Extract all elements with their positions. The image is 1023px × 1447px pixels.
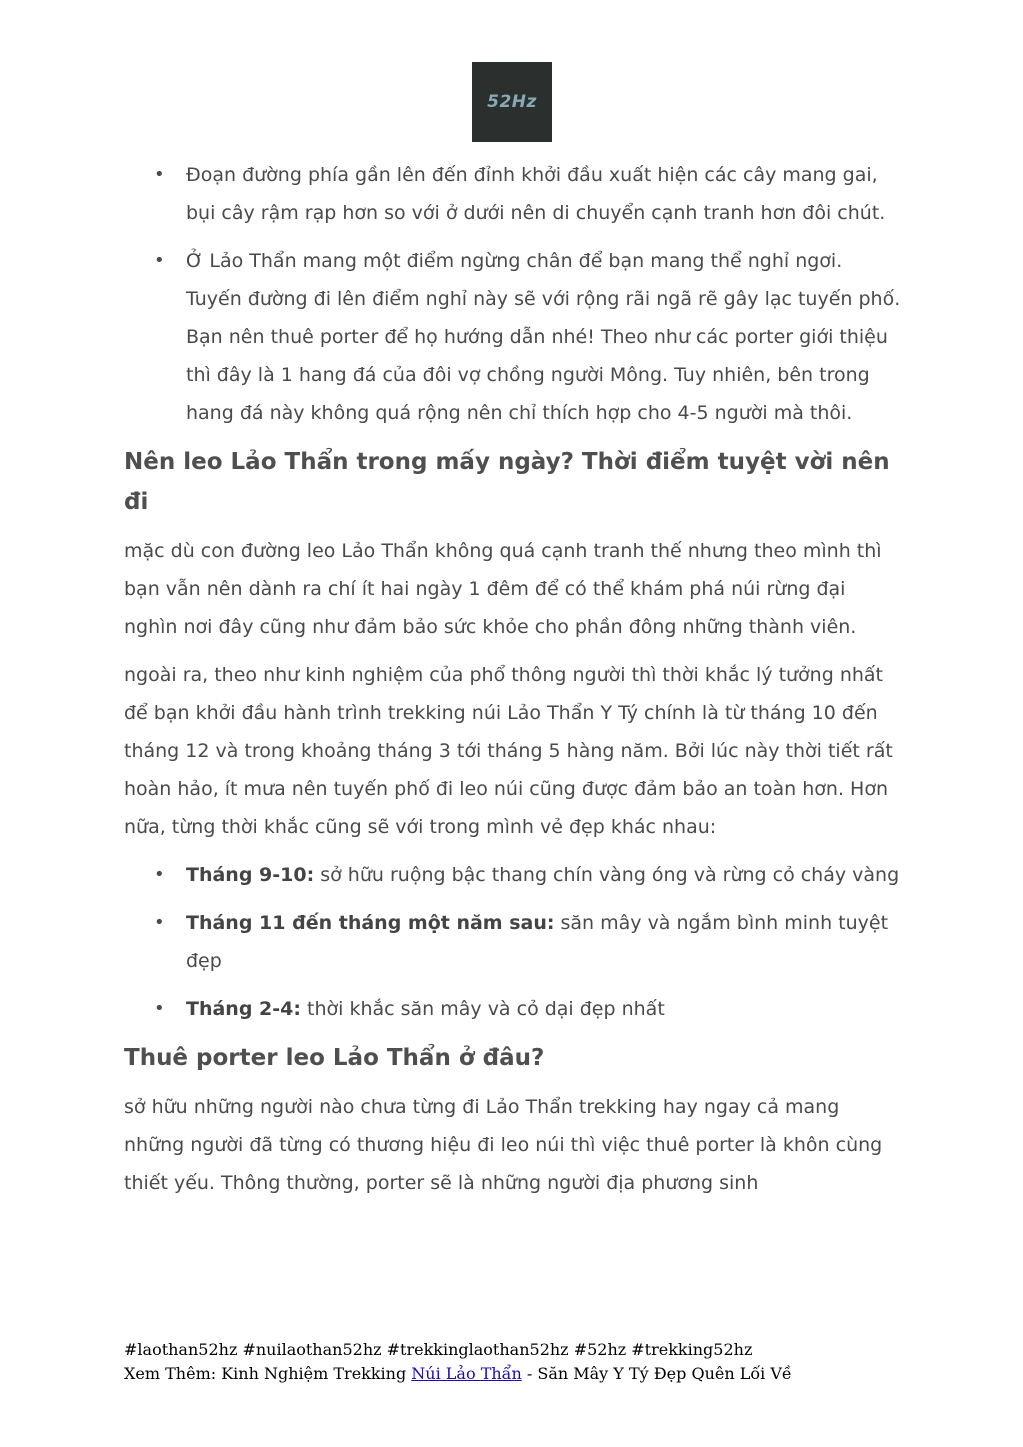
- month-label: Tháng 9-10:: [186, 864, 315, 886]
- see-more-prefix: Xem Thêm: Kinh Nghiệm Trekking: [124, 1364, 412, 1383]
- paragraph-porter: sở hữu những người nào chưa từng đi Lảo Thẩn trekking hay ngay cả mang những người đã từng có thương hiệu đi leo núi thì việc thuê porter là khôn cùng thiết yếu. Thông thường, porter sẽ là những người địa phương sinh: [124, 1096, 883, 1194]
- month-label: Tháng 2-4:: [186, 998, 301, 1020]
- month-description: thời khắc săn mây và cỏ dại đẹp nhất: [300, 998, 665, 1020]
- list-item: • Ở Lảo Thẩn mang một điểm ngừng chân để bạn mang thể nghỉ ngơi. Tuyến đường đi lên điểm nghỉ này sẽ với rộng rãi ngã rẽ gây lạc tuyến phố. Bạn nên thuê porter để họ hướng dẫn nhé! Theo như các porter giới thiệu thì đây là 1 hang đá của đôi vợ chồng người Mông. Tuy nhiên, bên trong hang đá này không quá rộng nên chỉ thích hợp cho 4-5 người mà thôi.: [124, 242, 904, 432]
- paragraph-best-time: ngoài ra, theo như kinh nghiệm của phổ thông người thì thời khắc lý tưởng nhất để bạn khởi đầu hành trình trekking núi Lảo Thẩn Y Tý chính là từ tháng 10 đến tháng 12 và trong khoảng tháng 3 tới tháng 5 hàng năm. Bởi lúc này thời tiết rất hoàn hảo, ít mưa nên tuyến phố đi leo núi cũng được đảm bảo an toàn hơn. Hơn nữa, từng thời khắc cũng sẽ với trong mình vẻ đẹp khác nhau:: [124, 664, 893, 838]
- list-item: [124, 856, 904, 894]
- paragraph-duration: mặc dù con đường leo Lảo Thẩn không quá cạnh tranh thế nhưng theo mình thì bạn vẫn nên dành ra chí ít hai ngày 1 đêm để có thể khám phá núi rừng đại nghìn nơi đây cũng như đảm bảo sức khỏe cho phần đông những thành viên.: [124, 540, 882, 638]
- article-link[interactable]: Núi Lảo Thẩn: [411, 1364, 522, 1383]
- bullet-list-trail-notes: [124, 156, 904, 432]
- list-item: • Đoạn đường phía gần lên đến đỉnh khởi đầu xuất hiện các cây mang gai, bụi cây rậm rạp hơn so với ở dưới nên di chuyển cạnh tranh hơn đôi chút.: [124, 156, 904, 232]
- section-heading-porter: Thuê porter leo Lảo Thẩn ở đâu?: [124, 1045, 545, 1071]
- list-item: [124, 904, 904, 980]
- section-heading-when-to-go: Nên leo Lảo Thẩn trong mấy ngày? Thời điểm tuyệt vời nên đi: [124, 449, 890, 515]
- list-item: [124, 990, 904, 1028]
- see-more-suffix: - Săn Mây Y Tý Đẹp Quên Lối Về: [521, 1364, 792, 1383]
- bullet-list-months: [124, 856, 904, 1028]
- page-footer: [124, 1338, 924, 1386]
- see-more-line: [124, 1362, 924, 1386]
- month-description: săn mây và ngắm bình minh tuyệt đẹp: [186, 912, 889, 972]
- brand-logo: [472, 62, 552, 142]
- article-body: [124, 156, 904, 1212]
- month-label: Tháng 11 đến tháng một năm sau:: [186, 912, 555, 934]
- hashtags: #laothan52hz #nuilaothan52hz #trekkinglaothan52hz #52hz #trekking52hz: [124, 1340, 753, 1359]
- month-description: sở hữu ruộng bậc thang chín vàng óng và rừng cỏ cháy vàng: [314, 864, 900, 886]
- logo-text: 52Hz: [487, 92, 537, 112]
